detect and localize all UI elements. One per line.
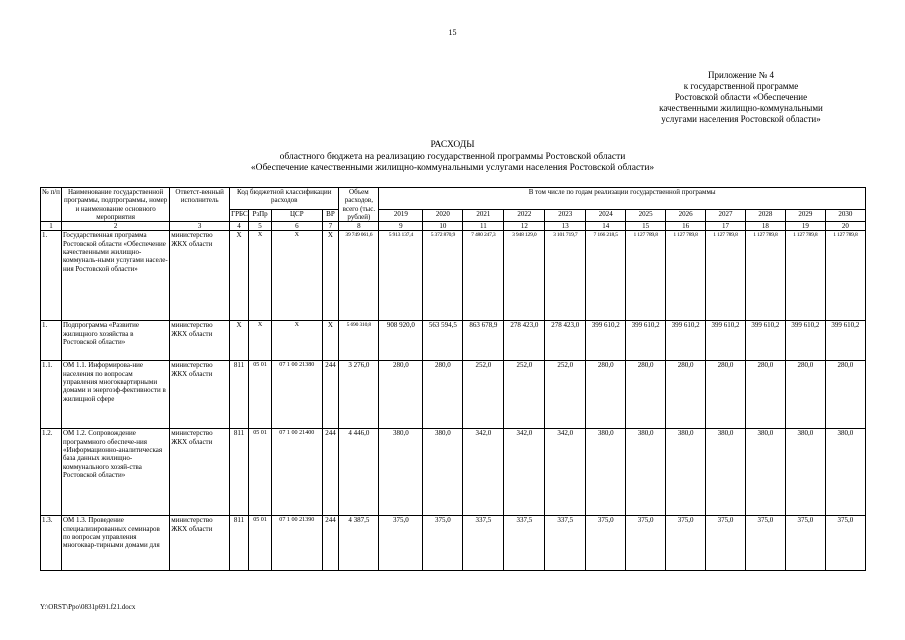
row-vr: 244: [322, 516, 339, 571]
row-year-value: 375,0: [825, 516, 865, 571]
row-year-value: 375,0: [666, 516, 706, 571]
row-year-value: 280,0: [706, 361, 746, 429]
row-year-value: 5 913 137,4: [379, 231, 423, 321]
header-vr: ВР: [322, 210, 339, 222]
row-year-value: 375,0: [423, 516, 463, 571]
column-number: 1: [41, 222, 62, 231]
row-year-value: 278 423,0: [504, 321, 545, 361]
row-csr: 07 1 00 21380: [272, 361, 322, 429]
column-number: 3: [170, 222, 230, 231]
row-year-value: 337,5: [463, 516, 504, 571]
column-number: 4: [230, 222, 249, 231]
row-responsible: министерство ЖКХ области: [170, 361, 230, 429]
header-num: № п/п: [41, 188, 62, 222]
column-number: 12: [504, 222, 545, 231]
row-year-value: 280,0: [586, 361, 626, 429]
row-total: 39 749 061,6: [339, 231, 379, 321]
appendix-line: услугами населения Ростовской области»: [661, 114, 821, 124]
row-year-value: 7 480 247,3: [463, 231, 504, 321]
table-row: [41, 516, 866, 571]
row-num: 1.: [41, 321, 62, 361]
row-year-value: 5 372 870,9: [423, 231, 463, 321]
column-number: 7: [322, 222, 339, 231]
row-year-value: 1 127 789,8: [666, 231, 706, 321]
row-name: Подпрограмма «Развитие жилищного хозяйства в Ростовской области»: [62, 321, 170, 361]
table-row: [41, 429, 866, 516]
header-year: 2025: [626, 210, 666, 222]
row-vr: Х: [322, 321, 339, 361]
header-budget-code: Код бюджетной классификации расходов: [230, 188, 339, 210]
row-year-value: 252,0: [545, 361, 586, 429]
row-year-value: 280,0: [626, 361, 666, 429]
header-year: 2024: [586, 210, 626, 222]
title-subtitle: областного бюджета на реализацию государственной программы Ростовской области: [279, 151, 626, 162]
row-year-value: 380,0: [626, 429, 666, 516]
row-total: 5 690 310,8: [339, 321, 379, 361]
header-year: 2022: [504, 210, 545, 222]
row-year-value: 337,5: [545, 516, 586, 571]
row-year-value: 380,0: [586, 429, 626, 516]
row-year-value: 399 610,2: [706, 321, 746, 361]
appendix-line: Приложение № 4: [708, 70, 774, 80]
row-year-value: 280,0: [825, 361, 865, 429]
row-name: ОМ 1.3. Проведение специализированных семинаров по вопросам управления многоквар-тирными домами для: [62, 516, 170, 571]
header-year: 2021: [463, 210, 504, 222]
header-grbs: ГРБС: [230, 210, 249, 222]
header-csr: ЦСР: [272, 210, 322, 222]
row-year-value: 252,0: [504, 361, 545, 429]
row-name: ОМ 1.1. Информирова-ние населения по вопросам управления многоквартирными домами и энергоэф-фективности в жилищной сфере: [62, 361, 170, 429]
column-number: 17: [706, 222, 746, 231]
appendix-line: Ростовской области «Обеспечение: [674, 92, 808, 102]
title-subtitle: «Обеспечение качественными жилищно-коммунальными услугами населения Ростовской области»: [250, 163, 655, 173]
row-total: 4 387,5: [339, 516, 379, 571]
header-year: 2026: [666, 210, 706, 222]
row-year-value: 3 101 719,7: [545, 231, 586, 321]
header-years-group: В том числе по годам реализации государственной программы: [379, 188, 866, 210]
header-year: 2023: [545, 210, 586, 222]
file-path-footer: Y:\ORST\Ppo\0831p691.f21.docx: [40, 603, 136, 611]
header-responsible: Ответст-венный исполнитель: [170, 188, 230, 222]
row-name: ОМ 1.2. Сопровождение программного обеспече-ния «Информационно-аналитическая база данных жилищно-коммунального хозяй-ства Ростовской области»: [62, 429, 170, 516]
row-total: 3 276,0: [339, 361, 379, 429]
row-grbs: Х: [230, 321, 249, 361]
row-year-value: 375,0: [745, 516, 785, 571]
column-number: 13: [545, 222, 586, 231]
row-year-value: 280,0: [379, 361, 423, 429]
column-number: 18: [745, 222, 785, 231]
page-number: 15: [448, 28, 457, 37]
row-year-value: 1 127 789,8: [785, 231, 825, 321]
row-year-value: 1 127 789,8: [825, 231, 865, 321]
row-year-value: 375,0: [785, 516, 825, 571]
title-main: РАСХОДЫ: [430, 140, 475, 150]
column-number: 10: [423, 222, 463, 231]
row-year-value: 399 610,2: [745, 321, 785, 361]
row-rzpr: 05 01: [249, 429, 272, 516]
row-grbs: Х: [230, 231, 249, 321]
row-responsible: министерство ЖКХ области: [170, 321, 230, 361]
row-vr: Х: [322, 231, 339, 321]
table-row: [41, 321, 866, 361]
header-row: [41, 188, 866, 210]
column-number: 11: [463, 222, 504, 231]
column-number: 19: [785, 222, 825, 231]
row-year-value: 280,0: [423, 361, 463, 429]
row-year-value: 380,0: [379, 429, 423, 516]
row-responsible: министерство ЖКХ области: [170, 231, 230, 321]
row-grbs: 811: [230, 516, 249, 571]
column-number: 15: [626, 222, 666, 231]
header-year: 2029: [785, 210, 825, 222]
row-num: 1.3.: [41, 516, 62, 571]
row-responsible: министерство ЖКХ области: [170, 429, 230, 516]
row-year-value: 399 610,2: [825, 321, 865, 361]
row-year-value: 337,5: [504, 516, 545, 571]
row-year-value: 399 610,2: [785, 321, 825, 361]
row-csr: 07 1 00 21400: [272, 429, 322, 516]
row-year-value: 342,0: [545, 429, 586, 516]
row-year-value: 1 127 789,8: [706, 231, 746, 321]
header-year: 2027: [706, 210, 746, 222]
row-year-value: 380,0: [745, 429, 785, 516]
header-year: 2020: [423, 210, 463, 222]
column-number: 8: [339, 222, 379, 231]
column-number: 16: [666, 222, 706, 231]
row-year-value: 3 948 129,0: [504, 231, 545, 321]
column-number: 14: [586, 222, 626, 231]
row-num: 1.1.: [41, 361, 62, 429]
row-year-value: 380,0: [423, 429, 463, 516]
expenses-table: [40, 187, 866, 571]
column-number: 5: [249, 222, 272, 231]
row-year-value: 1 127 789,8: [745, 231, 785, 321]
row-year-value: 380,0: [785, 429, 825, 516]
row-num: 1.2.: [41, 429, 62, 516]
row-year-value: 863 678,9: [463, 321, 504, 361]
row-year-value: 280,0: [666, 361, 706, 429]
row-csr: 07 1 00 21390: [272, 516, 322, 571]
row-csr: Х: [272, 321, 322, 361]
row-year-value: 908 920,0: [379, 321, 423, 361]
row-year-value: 375,0: [706, 516, 746, 571]
row-grbs: 811: [230, 429, 249, 516]
row-csr: Х: [272, 231, 322, 321]
row-name: Государственная программа Ростовской области «Обеспечение качественными жилищно-коммуналь-ными услугами населе-ния Ростовской области»: [62, 231, 170, 321]
row-rzpr: 05 01: [249, 361, 272, 429]
header-year: 2019: [379, 210, 423, 222]
table-row: [41, 361, 866, 429]
row-rzpr: Х: [249, 321, 272, 361]
header-year: 2030: [825, 210, 865, 222]
row-total: 4 446,0: [339, 429, 379, 516]
row-year-value: 278 423,0: [545, 321, 586, 361]
row-responsible: министерство ЖКХ области: [170, 516, 230, 571]
row-year-value: 342,0: [504, 429, 545, 516]
column-number: 9: [379, 222, 423, 231]
row-grbs: 811: [230, 361, 249, 429]
column-number: 6: [272, 222, 322, 231]
row-year-value: 7 166 218,5: [586, 231, 626, 321]
row-year-value: 280,0: [785, 361, 825, 429]
row-year-value: 252,0: [463, 361, 504, 429]
row-year-value: 380,0: [825, 429, 865, 516]
row-year-value: 563 594,5: [423, 321, 463, 361]
row-year-value: 399 610,2: [586, 321, 626, 361]
row-year-value: 380,0: [706, 429, 746, 516]
row-year-value: 280,0: [745, 361, 785, 429]
row-year-value: 342,0: [463, 429, 504, 516]
row-year-value: 399 610,2: [626, 321, 666, 361]
row-rzpr: Х: [249, 231, 272, 321]
row-vr: 244: [322, 429, 339, 516]
table-row: [41, 231, 866, 321]
appendix-line: качественными жилищно-коммунальными: [659, 103, 823, 113]
row-year-value: 399 610,2: [666, 321, 706, 361]
row-year-value: 380,0: [666, 429, 706, 516]
row-year-value: 375,0: [586, 516, 626, 571]
appendix-line: к государственной программе: [683, 81, 799, 91]
header-rzpr: РзПр: [249, 210, 272, 222]
row-num: 1.: [41, 231, 62, 321]
row-rzpr: 05 01: [249, 516, 272, 571]
header-name: Наименование государственной программы, подпрограммы, номер и наименование основного мероприятия: [62, 188, 170, 222]
document-title: [0, 140, 905, 175]
column-number: 20: [825, 222, 865, 231]
row-year-value: 375,0: [626, 516, 666, 571]
row-year-value: 1 127 789,8: [626, 231, 666, 321]
column-number: 2: [62, 222, 170, 231]
row-year-value: 375,0: [379, 516, 423, 571]
header-total: Объем расходов, всего (тыс. рублей): [339, 188, 379, 222]
row-vr: 244: [322, 361, 339, 429]
column-number-row: [41, 222, 866, 231]
header-year: 2028: [745, 210, 785, 222]
appendix-note: [621, 70, 861, 125]
